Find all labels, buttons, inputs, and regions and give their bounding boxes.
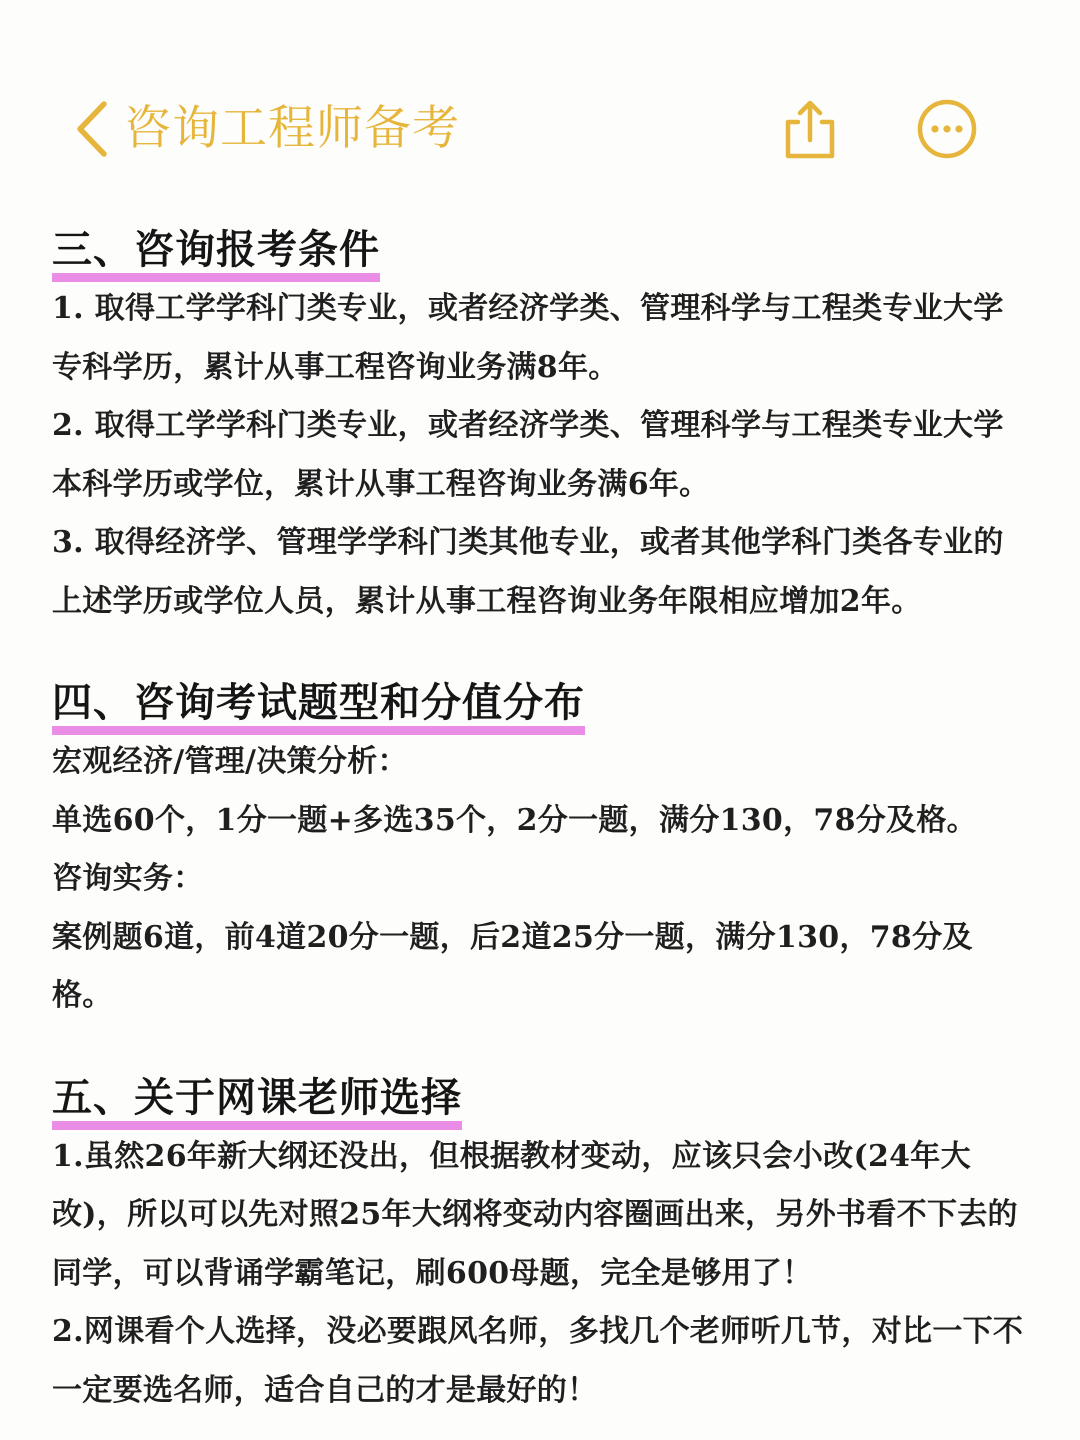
section-heading-text: 五、关于网课老师选择 xyxy=(52,1073,462,1121)
paragraph: 2. 取得工学学科门类专业，或者经济学类、管理科学与工程类专业大学本科学历或学位，累计从事工程咨询业务满6年。 xyxy=(52,408,1004,502)
paragraph: 3. 取得经济学、管理学学科门类其他专业，或者其他学科门类各专业的上述学历或学位人员，累计从事工程咨询业务年限相应增加2年。 xyxy=(52,525,1004,619)
section-heading xyxy=(52,675,585,731)
chevron-left-icon xyxy=(70,96,118,162)
paragraph: 咨询实务： xyxy=(52,861,204,896)
section-heading-text: 三、咨询报考条件 xyxy=(52,226,380,273)
section-heading-text: 四、咨询考试题型和分值分布 xyxy=(52,679,585,726)
more-button[interactable] xyxy=(914,96,980,162)
section-exam-format xyxy=(52,675,1032,1026)
paragraph: 单选60个，1分一题+多选35个，2分一题，满分130，78分及格。 xyxy=(52,802,977,838)
section-heading xyxy=(52,1070,462,1126)
paragraph: 宏观经济/管理/决策分析： xyxy=(52,744,408,779)
back-button[interactable] xyxy=(70,96,118,162)
paragraph: 2.网课看个人选择，没必要跟风名师，多找几个老师听几节，对比一下不一定要选名师，适合自己的才是最好的！ xyxy=(52,1314,1024,1408)
article-content xyxy=(52,222,1032,1420)
more-icon xyxy=(914,96,980,162)
share-button[interactable] xyxy=(778,96,842,162)
paragraph: 1. 取得工学学科门类专业，或者经济学类、管理科学与工程类专业大学专科学历，累计从事工程咨询业务满8年。 xyxy=(52,291,1004,385)
paragraph: 案例题6道，前4道20分一题，后2道25分一题，满分130，78分及格。 xyxy=(52,919,973,1013)
paragraph: 1.虽然26年新大纲还没出，但根据教材变动，应该只会小改(24年大改)，所以可以先对照25年大纲将变动内容圈画出来，另外书看不下去的同学，可以背诵学霸笔记，刷600母题，完全是够用了！ xyxy=(52,1138,1018,1291)
section-heading xyxy=(52,222,380,278)
nav-bar xyxy=(0,0,1080,200)
section-exam-requirements xyxy=(52,222,1032,631)
page-title: 咨询工程师备考 xyxy=(124,101,460,156)
section-teacher-choice xyxy=(52,1070,1032,1421)
share-icon xyxy=(778,96,842,162)
